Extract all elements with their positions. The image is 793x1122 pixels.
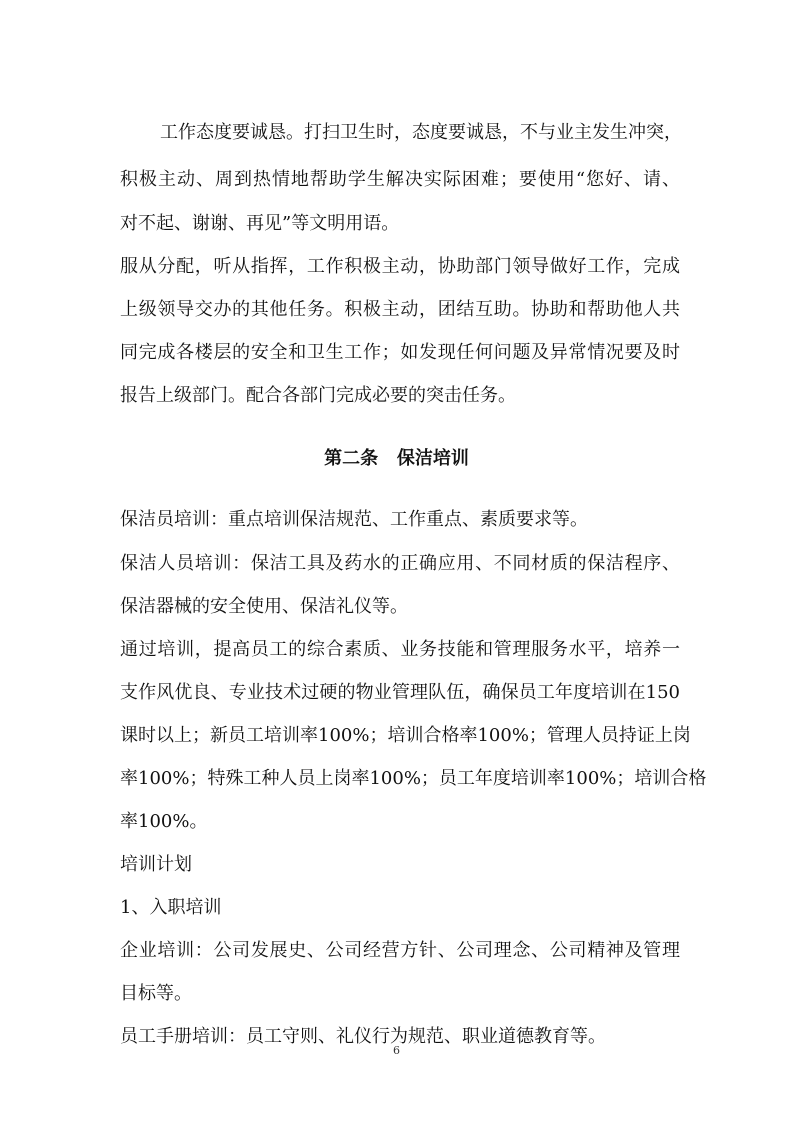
paragraph-8-line-2: 目标等。 bbox=[120, 983, 192, 1004]
paragraph-5-line-4: 率100%；特殊工种人员上岗率100%；员工年度培训率100%；培训合格 bbox=[120, 768, 707, 789]
paragraph-5-line-2: 支作风优良、专业技术过硬的物业管理队伍，确保员工年度培训在150 bbox=[120, 682, 680, 703]
page-number: 6 bbox=[393, 1044, 400, 1057]
paragraph-8-line-1: 企业培训：公司发展史、公司经营方针、公司理念、公司精神及管理 bbox=[120, 940, 680, 961]
paragraph-2-line-3: 同完成各楼层的安全和卫生工作；如发现任何问题及异常情况要及时 bbox=[120, 342, 680, 363]
paragraph-5-line-3: 课时以上；新员工培训率100%；培训合格率100%；管理人员持证上岗 bbox=[120, 725, 691, 746]
paragraph-2-line-4: 报告上级部门。配合各部门完成必要的突击任务。 bbox=[120, 385, 516, 406]
paragraph-6-line-1: 培训计划 bbox=[120, 854, 192, 875]
paragraph-9-line-1: 员工手册培训：员工守则、礼仪行为规范、职业道德教育等。 bbox=[120, 1026, 606, 1047]
paragraph-1-line-2: 积极主动、周到热情地帮助学生解决实际困难；要使用“您好、请、 bbox=[120, 169, 680, 190]
paragraph-5-line-1: 通过培训，提高员工的综合素质、业务技能和管理服务水平，培养一 bbox=[120, 639, 680, 660]
paragraph-2-line-1: 服从分配，听从指挥，工作积极主动，协助部门领导做好工作，完成 bbox=[120, 256, 680, 277]
paragraph-4-line-2: 保洁器械的安全使用、保洁礼仪等。 bbox=[120, 596, 408, 617]
paragraph-1-line-1: 工作态度要诚恳。打扫卫生时，态度要诚恳，不与业主发生冲突， bbox=[160, 122, 682, 143]
section-heading: 第二条 保洁培训 bbox=[324, 448, 469, 469]
paragraph-5-line-5: 率100%。 bbox=[120, 811, 208, 832]
paragraph-4-line-1: 保洁人员培训：保洁工具及药水的正确应用、不同材质的保洁程序、 bbox=[120, 553, 680, 574]
paragraph-3-line-1: 保洁员培训：重点培训保洁规范、工作重点、素质要求等。 bbox=[120, 509, 588, 530]
paragraph-7-line-1: 1、入职培训 bbox=[120, 897, 222, 918]
paragraph-1-line-3: 对不起、谢谢、再见”等文明用语。 bbox=[120, 213, 400, 234]
paragraph-2-line-2: 上级领导交办的其他任务。积极主动，团结互助。协助和帮助他人共 bbox=[120, 299, 680, 320]
